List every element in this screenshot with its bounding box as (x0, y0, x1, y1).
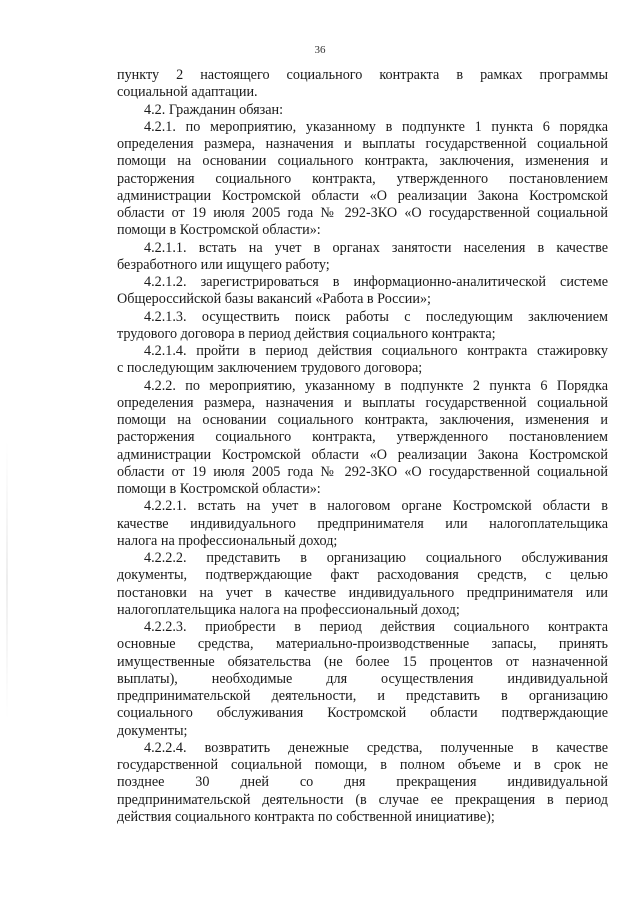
text-line: имущественные обязательства (не более 15 процентов от назначенной (117, 653, 608, 670)
text-line: государственной социальной помощи, в полном объеме и в срок не (117, 757, 608, 773)
text-line: социальной адаптации. (117, 84, 258, 101)
text-line: трудового договора в период действия социального контракта; (117, 325, 496, 342)
document-body (117, 67, 608, 826)
text-line: помощи на основании социального контракта, заключения, изменения и (117, 412, 608, 428)
text-line: 4.2.1.3. осуществить поиск работы с последующим заключением (144, 308, 608, 325)
text-line: предпринимательской деятельности (в случае ее прекращения в период (117, 791, 608, 808)
text-line: помощи на основании социального контракта, заключения, изменения и (117, 153, 608, 170)
text-line: постановки на учет в качестве индивидуального предпринимателя или (117, 584, 608, 601)
text-line: 4.2.1.4. пройти в период действия социального контракта стажировку (144, 343, 608, 359)
text-line: области от 19 июля 2005 года № 292-ЗКО «О государственной социальной (117, 463, 608, 480)
text-line: 4.2.2.4. возвратить денежные средства, полученные в качестве (144, 739, 608, 756)
page-number: 36 (314, 44, 326, 56)
text-line: определения размера, назначения и выплаты государственной социальной (117, 394, 608, 411)
text-line: определения размера, назначения и выплаты государственной социальной (117, 136, 608, 152)
text-line: 4.2.1.1. встать на учет в органах занятости населения в качестве (144, 239, 608, 256)
text-line: действия социального контракта по собственной инициативе); (117, 808, 495, 825)
text-line: с последующим заключением трудового договора; (117, 360, 423, 377)
text-line: помощи в Костромской области»: (117, 481, 321, 497)
text-line: Общероссийской базы вакансий «Работа в России»; (117, 291, 431, 308)
text-line: позднее 30 дней со дня прекращения индивидуальной (117, 774, 608, 791)
text-line: расторжения социального контракта, утвержденного постановлением (117, 170, 608, 187)
text-line: основные средства, материально-производственные запасы, принять (117, 636, 608, 653)
text-line: социального обслуживания Костромской области подтверждающие (117, 705, 608, 722)
text-line: 4.2. Гражданин обязан: (144, 101, 284, 118)
text-line: расторжения социального контракта, утвержденного постановлением (117, 429, 608, 446)
text-line: налогоплательщика налога на профессиональный доход; (117, 601, 460, 618)
text-line: помощи в Костромской области»: (117, 222, 321, 239)
text-line: 4.2.1.2. зарегистрироваться в информационно-аналитической системе (144, 274, 608, 290)
text-line: администрации Костромской области «О реализации Закона Костромской (117, 187, 608, 204)
text-line: налога на профессиональный доход; (117, 532, 338, 549)
text-line: 4.2.1. по мероприятию, указанному в подпункте 1 пункта 6 порядка (144, 118, 608, 135)
text-line: пункту 2 настоящего социального контракта в рамках программы (117, 67, 608, 83)
text-line: предпринимательской деятельности, и представить в организацию (117, 688, 608, 704)
text-line: 4.2.2.3. приобрести в период действия социального контракта (144, 619, 608, 635)
text-line: документы, подтверждающие факт расходования средств, с целью (117, 567, 608, 584)
text-line: 4.2.2. по мероприятию, указанному в подпункте 2 пункта 6 Порядка (144, 377, 608, 394)
text-line: безработного или ищущего работу; (117, 256, 330, 273)
text-line: выплаты), необходимые для осуществления индивидуальной (117, 670, 608, 687)
text-line: 4.2.2.2. представить в организацию социального обслуживания (144, 550, 608, 566)
text-line: 4.2.2.1. встать на учет в налоговом органе Костромской области в (144, 498, 608, 515)
text-line: администрации Костромской области «О реализации Закона Костромской (117, 446, 608, 463)
text-line: области от 19 июля 2005 года № 292-ЗКО «О государственной социальной (117, 205, 608, 221)
scan-edge-mark (6, 440, 8, 720)
text-line: качестве индивидуального предпринимателя или налогоплательщика (117, 515, 608, 532)
text-line: документы; (117, 722, 188, 739)
